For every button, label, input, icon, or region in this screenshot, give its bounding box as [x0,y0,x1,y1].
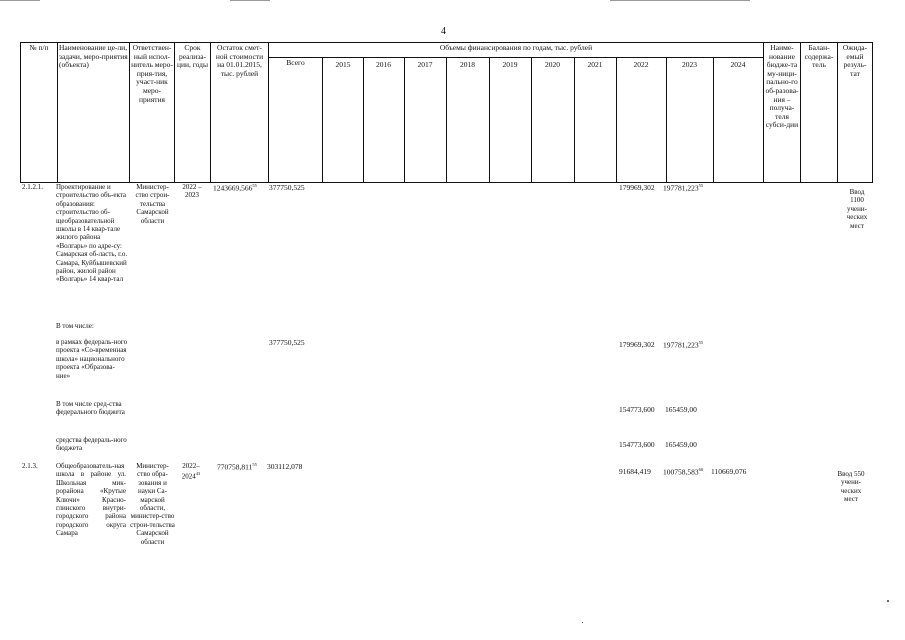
header-col-responsible: Ответствен-ный испол-нитель меро-прия-тия, участ-ник меро-приятия [130,43,175,182]
header-year: 2023 [682,60,697,69]
row-name: В том числе сред-ства федерального бюджета [56,400,125,417]
scan-line [610,0,750,1]
year-divider [666,58,667,182]
row-total: 377750,525 [269,183,305,192]
header-year: 2017 [417,60,433,69]
year-divider [404,58,405,182]
row-2023: 197781,223$^{55}$ [663,183,704,193]
header-col-no: № п/п [21,43,58,182]
header-divider [269,57,763,58]
row-2022: 179969,302 [619,183,655,192]
year-divider [531,58,532,182]
header-year: 2024 [730,60,746,69]
header-col-funding: Объемы финансирования по годам, тыс. рублей [439,43,593,52]
header-col-total: Всего [269,58,323,182]
header-col-period: Срок реализа-ции, годы [175,43,211,182]
row-name: Общеобразователь-ная школа в районе ул. Школьная мик-рорайона «Крутые Ключи» Красно-глинского внутри-городского района городского округа Самара [56,462,126,538]
year-divider [616,58,617,182]
header-col-balance: Балан-содержа-тель [801,43,838,182]
row-2023: 100758,583$^{60}$ [663,467,704,477]
row-responsible: Министер-ство обра-зования и науки Са-марской области, министер-ство строи-тельства Самарской области [130,462,175,546]
scan-speck [887,600,889,602]
row-period: 2022 – 2023 [182,183,202,200]
row-number: 2.1.2.1. [22,183,43,191]
header-col-remaining: Остаток смет-ной стоимости на 01.01.2015, тыс. рублей [211,43,269,182]
row-2023: 165459,00 [665,440,697,449]
header-year: 2015 [335,60,351,69]
row-2023: 165459,00 [665,405,697,414]
row-number: 2.1.3. [22,462,38,470]
row-result: Ввод 1100 учени-ческих мест [846,188,868,230]
header-col-result: Ожида-емый резуль-тат [842,43,868,78]
year-divider [363,58,364,182]
table-header [20,42,873,183]
header-year: 2020 [545,60,560,69]
row-2024: 110669,076 [711,467,747,476]
header-year: 2019 [502,60,518,69]
page-number: 4 [441,26,446,37]
row-name: средства федераль-ного бюджета [56,436,127,453]
header-year: 2021 [587,60,603,69]
row-remaining: 770758,811$^{55}$ [217,462,257,472]
row-2022: 179969,302 [619,340,655,349]
row-name: В том числе: [56,322,94,330]
row-2022: 154773,600 [619,405,655,414]
row-total: 377750,525 [269,338,305,347]
scan-line [230,0,270,1]
row-2022: 91684,419 [619,467,651,476]
row-name: в рамках федераль-ного проекта «Со-временная школа» национального проекта «Образова-ние» [56,338,128,380]
row-2023: 197781,223$^{55}$ [663,340,704,350]
row-result: Ввод 550 учени-ческих мест [837,470,865,504]
scan-line [0,0,40,1]
row-responsible: Министер-ство строи-тельства Самарской области [135,183,170,225]
row-total: 303112,078 [267,462,303,471]
header-year: 2016 [376,60,391,69]
row-period: 2022– 2024$^{43}$ [181,462,201,481]
header-year: 2018 [460,60,475,69]
header-year: 2022 [633,60,649,69]
scan-speck [582,622,583,623]
year-divider [489,58,490,182]
header-col-name: Наименование це-ли, задачи, меро-приятия (объекта) [58,43,130,182]
year-divider [574,58,575,182]
header-col-budget: Наиме-нование бюдже-та му-ници-пально-го об-разова-ния – получа-теля субси-дии [764,43,801,182]
year-divider [713,58,714,182]
row-name: Проектирование и строительство объ-екта образования: строительство об-щеобразовательной школы в 14 квар-тале жилого района «Волгарь» по адре-су: Самарская об-ласть, г.о. Самара, Куйбышевский район, жилой район «Волгарь» 14 квар-тал [56,183,128,284]
row-2022: 154773,600 [619,440,655,449]
row-remaining: 1243669,566$^{55}$ [213,183,257,193]
year-divider [446,58,447,182]
